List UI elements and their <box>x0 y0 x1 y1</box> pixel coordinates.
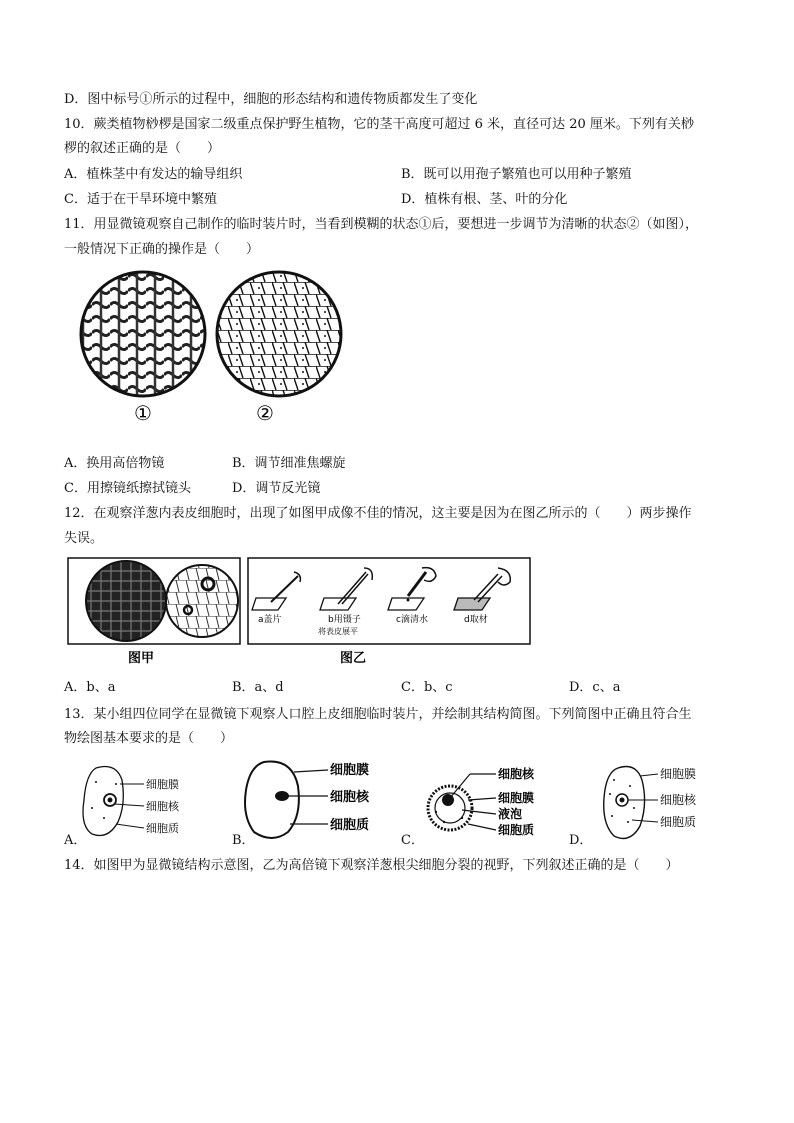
q12-step-b-sublabel: 将表皮展平 <box>318 627 358 636</box>
q10-option-b: B．既可以用孢子繁殖也可以用种子繁殖 <box>401 167 632 182</box>
q11-option-a: A．换用高倍物镜 <box>64 456 165 471</box>
q11-stem-line2: 一般情况下正确的操作是（ ） <box>64 242 260 257</box>
q11-option-b: B．调节细准焦螺旋 <box>232 456 346 471</box>
q13-b-label-cytoplasm: 细胞质 <box>330 818 370 833</box>
q10-option-d: D．植株有根、茎、叶的分化 <box>401 192 568 207</box>
q13-b-label-membrane: 细胞膜 <box>330 763 370 778</box>
q13-stem-line1: 13．某小组四位同学在显微镜下观察人口腔上皮细胞临时装片，并绘制其结构简图。下列简图中正确且符合生 <box>64 707 692 722</box>
q9-option-d: D．图中标号①所示的过程中，细胞的形态结构和遗传物质都发生了变化 <box>64 92 478 107</box>
q13-d-label-membrane: 细胞膜 <box>660 767 697 781</box>
q12-step-a-label: a盖片 <box>258 615 282 625</box>
q12-step-b-drawing <box>320 568 372 610</box>
q12-step-a-drawing <box>252 572 300 610</box>
q13-d-label-nucleus: 细胞核 <box>660 793 697 807</box>
q13-option-a-letter: A． <box>64 833 87 848</box>
q12-option-a: A．b、a <box>64 680 116 695</box>
q12-stem-line1: 12．在观察洋葱内表皮细胞时，出现了如图甲成像不佳的情况，这主要是因为在图乙所示的（ ）两步操作 <box>64 506 692 521</box>
q13-c-label-vacuole: 液泡 <box>498 807 523 821</box>
q11-option-d: D．调节反光镜 <box>232 481 321 496</box>
q10-option-c: C．适于在干旱环境中繁殖 <box>64 192 217 207</box>
q13-a-label-cytoplasm: 细胞质 <box>146 822 179 835</box>
q13-option-c-letter: C． <box>401 833 424 848</box>
q13-figure-c <box>418 760 558 850</box>
q12-step-c-label: c滴清水 <box>396 615 428 625</box>
q11-stem-line1: 11．用显微镜观察自己制作的临时装片时，当看到模糊的状态①后，要想进一步调节为清晰的状态②（如图）， <box>64 217 699 232</box>
q12-step-c-drawing <box>388 568 436 610</box>
q12-option-c: C．b、c <box>401 680 453 695</box>
q10-stem-line1: 10．蕨类植物桫椤是国家二级重点保护野生植物，它的茎干高度可超过 6 米，直径可达 20 厘米。下列有关桫 <box>64 117 694 132</box>
q13-stem-line2: 物绘图基本要求的是（ ） <box>64 731 234 746</box>
q13-b-label-nucleus: 细胞核 <box>330 790 370 805</box>
q12-step-d-drawing <box>454 568 510 610</box>
q13-d-label-cytoplasm: 细胞质 <box>660 815 697 829</box>
q13-option-b-letter: B． <box>232 833 255 848</box>
q11-option-c: C．用擦镜纸擦拭镜头 <box>64 481 191 496</box>
q12-fig-jia-label: 图甲 <box>128 651 155 666</box>
q10-option-a: A．植株茎中有发达的输导组织 <box>64 167 243 182</box>
q12-fig-yi-label: 图乙 <box>340 651 367 666</box>
q12-option-b: B．a、d <box>232 680 284 695</box>
q12-figure <box>66 556 536 668</box>
q13-c-label-cytoplasm: 细胞质 <box>498 823 535 837</box>
q13-a-label-nucleus: 细胞核 <box>146 800 179 813</box>
q12-step-b-label: b用镊子 <box>328 615 361 625</box>
q13-figure-d <box>592 760 732 850</box>
q14-stem-line1: 14．如图甲为显微镜结构示意图，乙为高倍镜下观察洋葱根尖细胞分裂的视野，下列叙述正确的是（ ） <box>64 858 679 873</box>
q11-figure <box>74 270 364 435</box>
q13-c-label-nucleus: 细胞核 <box>498 767 535 781</box>
q13-c-label-membrane: 细胞膜 <box>498 791 535 805</box>
q13-option-d-letter: D． <box>569 833 593 848</box>
q12-stem-line2: 失误。 <box>64 531 104 546</box>
q13-a-label-membrane: 细胞膜 <box>146 778 179 791</box>
q11-figure-label-2: ② <box>256 401 274 425</box>
q12-step-d-label: d取材 <box>464 615 488 625</box>
q11-figure-label-1: ① <box>134 401 152 425</box>
q10-stem-line2: 椤的叙述正确的是（ ） <box>64 141 221 156</box>
q12-option-d: D．c、a <box>569 680 621 695</box>
